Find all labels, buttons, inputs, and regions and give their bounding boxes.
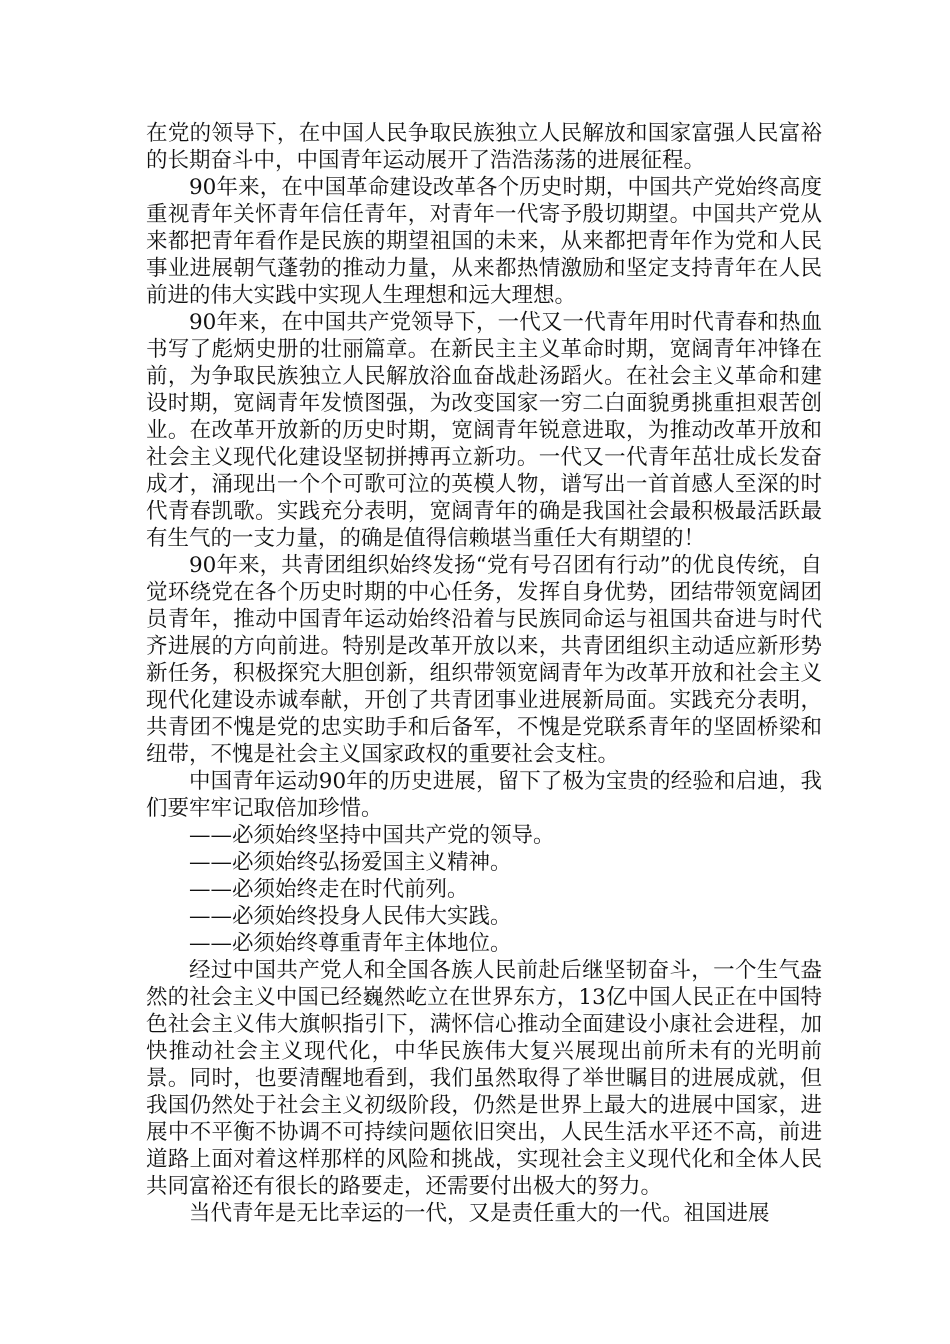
document-body (146, 120, 822, 1227)
paragraph-1: 在党的领导下，在中国人民争取民族独立人民解放和国家富强人民富裕的长期奋斗中，中国青年运动展开了浩浩荡荡的进展征程。 (146, 121, 822, 173)
list-item-1: ——必须始终坚持中国共产党的领导。 (189, 823, 555, 848)
paragraph-4: 90年来，共青团组织始终发扬“党有号召团有行动”的优良传统，自觉环绕党在各个历史时期的中心任务，发挥自身优势，团结带领宽阔团员青年，推动中国青年运动始终沿着与民族同命运与祖国共奋进与时代齐进展的方向前进。特别是改革开放以来，共青团组织主动适应新形势新任务，积极探究大胆创新，组织带领宽阔青年为改革开放和社会主义现代化建设赤诚奉献，开创了共青团事业进展新局面。实践充分表明，共青团不愧是党的忠实助手和后备军，不愧是党联系青年的坚固桥梁和纽带，不愧是社会主义国家政权的重要社会支柱。 (146, 553, 822, 767)
list-item-2: ——必须始终弘扬爱国主义精神。 (189, 850, 512, 875)
list-item-5: ——必须始终尊重青年主体地位。 (189, 931, 512, 956)
paragraph-6: 经过中国共产党人和全国各族人民前赴后继坚韧奋斗，一个生气盎然的社会主义中国已经巍然屹立在世界东方，13亿中国人民正在中国特色社会主义伟大旗帜指引下，满怀信心推动全面建设小康社会进程，加快推动社会主义现代化，中华民族伟大复兴展现出前所未有的光明前景。同时，也要清醒地看到，我们虽然取得了举世瞩目的进展成就，但我国仍然处于社会主义初级阶段，仍然是世界上最大的进展中国家，进展中不平衡不协调不可持续问题依旧突出，人民生活水平还不高，前进道路上面对着这样那样的风险和挑战，实现社会主义现代化和全体人民共同富裕还有很长的路要走，还需要付出极大的努力。 (146, 958, 822, 1199)
paragraph-5: 中国青年运动90年的历史进展，留下了极为宝贵的经验和启迪，我们要牢牢记取倍加珍惜。 (146, 769, 822, 821)
list-item-3: ——必须始终走在时代前列。 (189, 877, 469, 902)
paragraph-3: 90年来，在中国共产党领导下，一代又一代青年用时代青春和热血书写了彪炳史册的壮丽篇章。在新民主主义革命时期，宽阔青年冲锋在前，为争取民族独立人民解放浴血奋战赴汤蹈火。在社会主义革命和建设时期，宽阔青年发愤图强，为改变国家一穷二白面貌勇挑重担艰苦创业。在改革开放新的历史时期，宽阔青年锐意进取，为推动改革开放和社会主义现代化建设坚韧拼搏再立新功。一代又一代青年茁壮成长发奋成才，涌现出一个个可歌可泣的英模人物，谱写出一首首感人至深的时代青春凯歌。实践充分表明，宽阔青年的确是我国社会最积极最活跃最有生气的一支力量，的确是值得信赖堪当重任大有期望的！ (146, 310, 822, 551)
paragraph-2: 90年来，在中国革命建设改革各个历史时期，中国共产党始终高度重视青年关怀青年信任青年，对青年一代寄予殷切期望。中国共产党从来都把青年看作是民族的期望祖国的未来，从来都把青年作为党和人民事业进展朝气蓬勃的推动力量，从来都热情激励和坚定支持青年在人民前进的伟大实践中实现人生理想和远大理想。 (146, 175, 822, 308)
list-item-4: ——必须始终投身人民伟大实践。 (189, 904, 512, 929)
paragraph-7: 当代青年是无比幸运的一代，又是责任重大的一代。祖国进展 (189, 1201, 770, 1226)
